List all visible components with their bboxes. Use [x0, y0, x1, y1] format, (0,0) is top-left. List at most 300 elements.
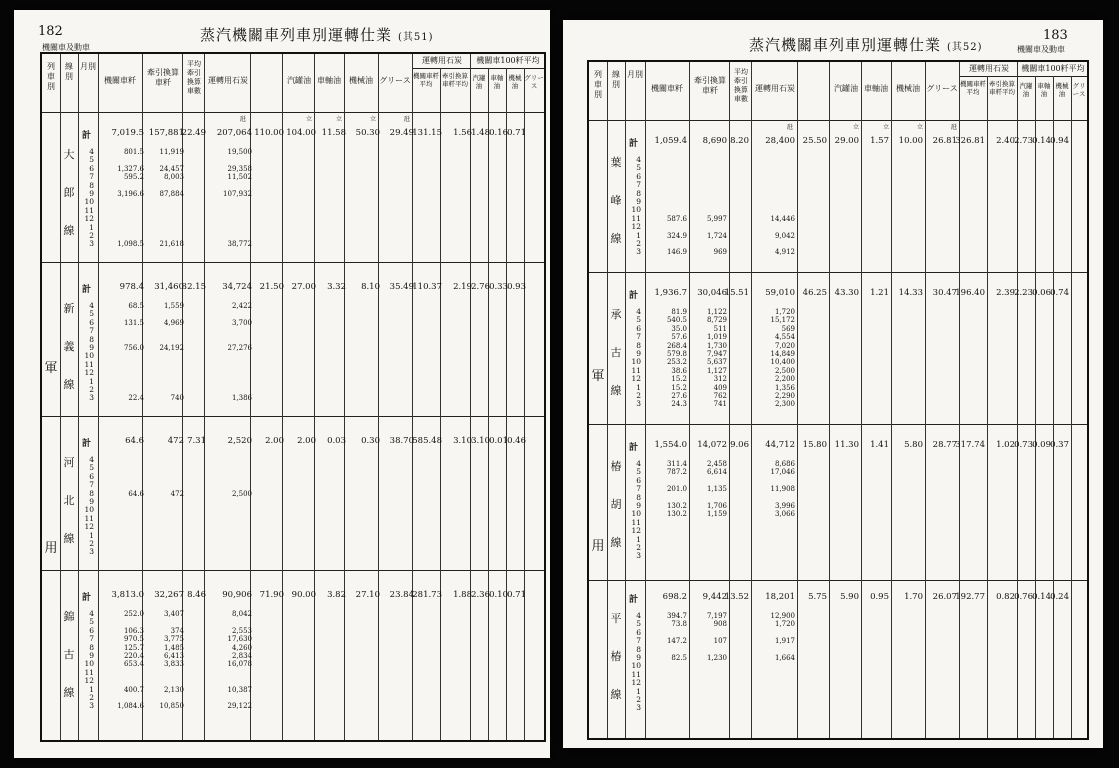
total-cell: 10.00: [898, 136, 923, 146]
monthly-cell: [171, 532, 184, 540]
total-cell: 15.80: [802, 440, 827, 450]
total-cell: 585.48: [412, 436, 442, 446]
monthly-cell: [667, 206, 687, 214]
monthly-column-coal: [771, 612, 796, 713]
total-label: 計: [82, 131, 92, 141]
monthly-cell: [124, 352, 144, 360]
monthly-cell: [160, 352, 185, 360]
monthly-cell: [771, 544, 796, 552]
total-cell: 698.2: [662, 592, 687, 602]
month-label: 4: [636, 459, 641, 468]
monthly-cell: 801.5: [123, 148, 144, 156]
monthly-column-hiki: [160, 610, 185, 711]
header-ressha: 列車別: [594, 70, 602, 99]
month-label: 4: [636, 155, 641, 164]
monthly-cell: [667, 662, 687, 670]
monthly-cell: 1,356: [774, 383, 795, 392]
total-cell: 207,064: [216, 128, 252, 138]
monthly-cell: [223, 232, 252, 240]
monthly-cell: 64.6: [128, 489, 144, 498]
group-label: 軍: [591, 369, 605, 384]
monthly-cell: 17,046: [770, 468, 795, 477]
total-cell: 472: [167, 436, 184, 446]
line-name: [62, 136, 76, 250]
monthly-cell: 35.0: [671, 324, 687, 333]
month-label: 3: [89, 393, 94, 403]
header-sub-a: 機關車粁平均: [413, 72, 439, 88]
unit-label: 立: [853, 124, 860, 131]
total-cell: 8,690: [702, 136, 727, 146]
month-label: 6: [89, 625, 94, 635]
monthly-cell: 73.8: [671, 620, 687, 629]
monthly-cell: 11,502: [227, 173, 252, 182]
monthly-cell: [667, 156, 687, 164]
monthly-cell: [707, 190, 727, 198]
total-cell: 978.4: [119, 282, 144, 292]
line-name-char: 線: [610, 536, 622, 549]
total-cell: 9.06: [730, 440, 749, 450]
header-kikai: 機械油: [349, 76, 373, 85]
header-sen: 線別: [612, 70, 620, 89]
right-page: [563, 20, 1103, 748]
monthly-cell: 12,900: [770, 612, 795, 620]
month-label: 11: [84, 359, 94, 369]
total-cell: 27.10: [355, 590, 380, 600]
monthly-column-hiki: [160, 302, 185, 403]
monthly-cell: 595.2: [123, 173, 144, 182]
monthly-cell: 27.6: [671, 392, 687, 401]
total-cell: 0.24: [1050, 592, 1069, 602]
month-label: 5: [89, 155, 94, 165]
monthly-cell: [228, 677, 253, 685]
monthly-cell: [771, 552, 796, 560]
total-cell: 0.76: [1014, 592, 1033, 602]
total-cell: 3.32: [327, 282, 346, 292]
monthly-cell: [232, 506, 252, 514]
month-label: 11: [631, 365, 641, 375]
total-cell: 196.40: [955, 288, 985, 298]
header-sub-d: 車軸油: [490, 74, 504, 90]
total-cell: 1.41: [870, 440, 889, 450]
month-label: 12: [84, 676, 94, 686]
monthly-cell: [128, 498, 144, 506]
monthly-cell: [667, 704, 687, 712]
monthly-cell: 147.2: [666, 637, 687, 646]
monthly-cell: 4,969: [163, 318, 184, 327]
month-label: 9: [636, 197, 641, 207]
month-label: 4: [636, 307, 641, 316]
line-name: [609, 144, 623, 258]
month-label: 2: [89, 231, 94, 241]
monthly-cell: 2,500: [774, 366, 795, 375]
monthly-cell: [160, 669, 185, 677]
monthly-cell: [128, 464, 144, 472]
monthly-cell: 131.5: [123, 318, 144, 327]
total-cell: 104.00: [286, 128, 316, 138]
monthly-cell: 29,358: [227, 164, 252, 173]
monthly-cell: 1,720: [774, 620, 795, 629]
monthly-cell: 81.9: [671, 308, 687, 316]
total-cell: 27.00: [291, 282, 316, 292]
month-label: 5: [89, 617, 94, 627]
monthly-column-hiki: [160, 148, 185, 249]
monthly-cell: 1,230: [706, 654, 727, 663]
total-cell: 1,059.4: [654, 136, 687, 146]
table-number: (其51): [398, 32, 434, 43]
monthly-cell: [667, 544, 687, 552]
total-cell: 5.80: [904, 440, 923, 450]
monthly-cell: [171, 523, 184, 531]
total-cell: 0.71: [507, 128, 526, 138]
monthly-cell: [771, 164, 796, 172]
total-cell: 1.56: [453, 128, 472, 138]
month-labels: [627, 460, 641, 561]
total-cell: 0.30: [361, 436, 380, 446]
total-cell: 64.6: [125, 436, 144, 446]
monthly-column-km: [117, 610, 144, 711]
monthly-cell: 2,422: [231, 302, 252, 310]
monthly-cell: 741: [713, 400, 727, 409]
monthly-cell: 579.8: [666, 350, 687, 359]
header-kikai: 機械油: [896, 84, 920, 93]
monthly-column-coal: [228, 610, 253, 711]
monthly-cell: [771, 527, 796, 535]
header-tsuki: 月別: [627, 70, 643, 79]
total-cell: 0.06: [1032, 288, 1051, 298]
total-cell: 25.50: [802, 136, 827, 146]
header-shajiku: 車軸油: [317, 76, 341, 85]
total-cell: 2.40: [996, 136, 1015, 146]
monthly-cell: [667, 240, 687, 248]
month-label: 7: [89, 480, 94, 490]
total-label: 計: [82, 285, 92, 295]
monthly-cell: [707, 223, 727, 231]
total-cell: 8.46: [187, 590, 206, 600]
monthly-cell: [128, 515, 144, 523]
monthly-column-hiki: [707, 612, 727, 713]
monthly-cell: [128, 456, 144, 464]
monthly-cell: [667, 688, 687, 696]
month-label: 11: [84, 205, 94, 215]
monthly-cell: 540.5: [666, 316, 687, 325]
page-title: [200, 24, 434, 45]
group-label: 用: [591, 539, 605, 554]
month-label: 3: [636, 703, 641, 713]
month-label: 8: [89, 488, 94, 498]
monthly-cell: [771, 206, 796, 214]
monthly-cell: [232, 548, 252, 556]
total-cell: 2.23: [1014, 288, 1033, 298]
month-label: 10: [631, 357, 641, 367]
header-coal: 運轉用石炭: [208, 76, 248, 85]
monthly-cell: [667, 477, 687, 485]
monthly-cell: 908: [713, 620, 727, 629]
monthly-cell: [707, 629, 727, 637]
monthly-cell: 1,135: [706, 485, 727, 494]
monthly-cell: [160, 198, 185, 206]
month-label: 2: [636, 543, 641, 553]
line-name-char: 河: [63, 456, 75, 469]
monthly-column-km: [667, 460, 687, 561]
monthly-cell: [117, 694, 144, 702]
monthly-cell: [707, 181, 727, 189]
total-cell: 0.95: [870, 592, 889, 602]
month-label: 10: [631, 205, 641, 215]
header-kikan-oil: 汽罐油: [834, 84, 858, 93]
monthly-cell: 2,553: [231, 626, 252, 635]
monthly-cell: [232, 540, 252, 548]
monthly-cell: 21,618: [159, 240, 184, 249]
month-label: 6: [89, 317, 94, 327]
month-label: 4: [89, 609, 94, 618]
total-cell: 3.10: [471, 436, 490, 446]
line-name-char: 線: [610, 384, 622, 397]
monthly-cell: 38,772: [227, 240, 252, 249]
monthly-cell: [228, 694, 253, 702]
monthly-cell: [128, 523, 144, 531]
monthly-cell: 1,917: [774, 637, 795, 646]
monthly-cell: 400.7: [123, 685, 144, 694]
total-cell: 9,442: [702, 592, 727, 602]
total-cell: 14.33: [898, 288, 923, 298]
group-label: 軍: [44, 361, 58, 376]
month-label: 12: [631, 374, 641, 384]
left-page: [14, 10, 550, 758]
monthly-cell: 14,446: [770, 214, 795, 223]
unit-label: 立: [306, 116, 313, 123]
total-cell: 192.77: [955, 592, 985, 602]
total-cell: 0.01: [489, 436, 508, 446]
header-sub-e: 機械油: [508, 74, 522, 90]
header-heikin: 平均牽引換算車數: [734, 68, 748, 103]
total-cell: 1.48: [471, 128, 490, 138]
month-label: 9: [636, 349, 641, 359]
total-cell: 0.14: [1032, 136, 1051, 146]
monthly-cell: [232, 523, 252, 531]
total-cell: 14,072: [697, 440, 727, 450]
monthly-cell: [228, 618, 253, 626]
monthly-cell: [667, 173, 687, 181]
monthly-cell: [667, 519, 687, 527]
total-cell: 26.07: [932, 592, 957, 602]
monthly-cell: 201.0: [666, 485, 687, 494]
monthly-cell: [160, 677, 185, 685]
monthly-cell: 16,078: [227, 660, 252, 669]
month-label: 2: [636, 239, 641, 249]
total-cell: 0.71: [507, 590, 526, 600]
monthly-cell: [160, 224, 185, 232]
monthly-cell: [707, 477, 727, 485]
total-cell: 131.15: [412, 128, 442, 138]
monthly-cell: [771, 173, 796, 181]
total-cell: 0.14: [1032, 592, 1051, 602]
month-label: 3: [89, 701, 94, 711]
monthly-cell: [771, 240, 796, 248]
data-table: [40, 52, 546, 742]
monthly-cell: [667, 527, 687, 535]
monthly-cell: [117, 224, 144, 232]
monthly-cell: 11,908: [770, 485, 795, 494]
total-label: 計: [629, 443, 639, 453]
header-sub-d: 車軸油: [1037, 82, 1051, 98]
total-cell: 30,046: [697, 288, 727, 298]
unit-label: 立: [370, 116, 377, 123]
total-cell: 2.73: [1014, 136, 1033, 146]
total-cell: 32.15: [181, 282, 206, 292]
month-label: 12: [84, 522, 94, 532]
monthly-cell: 1,664: [774, 654, 795, 663]
month-label: 7: [636, 180, 641, 190]
month-label: 8: [636, 340, 641, 350]
monthly-cell: 3,833: [163, 660, 184, 669]
monthly-cell: [128, 506, 144, 514]
total-cell: 7.31: [187, 436, 206, 446]
monthly-cell: [160, 369, 185, 377]
month-label: 3: [636, 247, 641, 257]
month-label: 4: [89, 455, 94, 464]
header-grease: グリース: [926, 84, 958, 93]
unit-label: 立: [917, 124, 924, 131]
month-label: 5: [636, 163, 641, 173]
monthly-cell: 5,997: [706, 214, 727, 223]
total-cell: 5.90: [840, 592, 859, 602]
monthly-cell: 587.6: [666, 214, 687, 223]
monthly-cell: [160, 310, 185, 318]
table-number: (其52): [947, 42, 983, 53]
month-label: 6: [636, 171, 641, 181]
monthly-cell: 312: [713, 375, 727, 384]
monthly-cell: 22.4: [128, 394, 144, 403]
monthly-cell: 252.0: [123, 610, 144, 618]
total-cell: 0.03: [327, 436, 346, 446]
monthly-cell: [223, 224, 252, 232]
monthly-cell: [707, 662, 727, 670]
header-coal-per: 運轉用石炭: [969, 64, 1009, 73]
monthly-cell: [128, 548, 144, 556]
monthly-cell: 57.6: [671, 333, 687, 342]
monthly-cell: [160, 232, 185, 240]
line-name-char: 新: [63, 302, 75, 315]
line-name: [62, 290, 76, 404]
monthly-cell: [117, 207, 144, 215]
monthly-cell: 394.7: [666, 612, 687, 620]
total-cell: 35.49: [389, 282, 414, 292]
total-cell: 29.00: [834, 136, 859, 146]
line-name-char: 古: [610, 346, 622, 359]
monthly-cell: 4,912: [774, 248, 795, 257]
monthly-cell: [771, 646, 796, 654]
total-cell: 26.81: [932, 136, 957, 146]
line-name-char: 古: [63, 648, 75, 661]
month-label: 9: [89, 497, 94, 507]
monthly-cell: [707, 240, 727, 248]
total-cell: 13.52: [724, 592, 749, 602]
page-header-sub: 機關車及動車: [42, 43, 90, 52]
monthly-cell: [667, 198, 687, 206]
total-label: 計: [629, 291, 639, 301]
monthly-cell: 1,159: [706, 510, 727, 519]
monthly-cell: [171, 540, 184, 548]
month-labels: [80, 610, 94, 711]
title-text: 蒸汽機關車列車別運轉仕業: [200, 26, 393, 44]
monthly-cell: [771, 198, 796, 206]
monthly-cell: [171, 473, 184, 481]
unit-label: 瓩: [404, 116, 411, 123]
monthly-cell: 8,003: [163, 173, 184, 182]
month-label: 11: [631, 213, 641, 223]
total-cell: 2.76: [471, 282, 490, 292]
monthly-cell: [771, 671, 796, 679]
line-name-char: 線: [610, 688, 622, 701]
monthly-cell: [223, 156, 252, 164]
header-kikan-oil: 汽罐油: [287, 76, 311, 85]
monthly-cell: [667, 646, 687, 654]
monthly-cell: [771, 704, 796, 712]
line-name-char: 郎: [63, 186, 75, 199]
month-label: 1: [89, 530, 94, 540]
total-cell: 3.10: [453, 436, 472, 446]
total-cell: 71.90: [259, 590, 284, 600]
monthly-cell: [228, 669, 253, 677]
header-sub-e: 機械油: [1055, 82, 1069, 98]
monthly-cell: [667, 679, 687, 687]
monthly-cell: [124, 369, 144, 377]
monthly-cell: [124, 310, 144, 318]
monthly-cell: [771, 536, 796, 544]
monthly-cell: 10,387: [227, 685, 252, 694]
total-cell: 1.21: [870, 288, 889, 298]
monthly-cell: 324.9: [666, 231, 687, 240]
total-cell: 90,906: [222, 590, 252, 600]
monthly-cell: [160, 207, 185, 215]
monthly-cell: [171, 548, 184, 556]
monthly-cell: [707, 519, 727, 527]
month-labels: [627, 612, 641, 713]
monthly-cell: 107: [713, 637, 727, 646]
monthly-cell: [171, 464, 184, 472]
page-header-sub: 機關車及動車: [1017, 45, 1065, 54]
total-cell: 1.02: [996, 440, 1015, 450]
monthly-column-hiki: [707, 308, 727, 409]
month-label: 12: [84, 368, 94, 378]
month-label: 4: [636, 611, 641, 620]
unit-label: 瓩: [951, 124, 958, 131]
monthly-cell: 3,775: [163, 635, 184, 644]
monthly-cell: [228, 369, 253, 377]
monthly-cell: 374: [170, 626, 184, 635]
monthly-column-coal: [232, 456, 252, 557]
month-label: 7: [89, 326, 94, 336]
monthly-cell: 146.9: [666, 248, 687, 257]
monthly-cell: 87,884: [159, 190, 184, 199]
monthly-cell: 1,730: [706, 341, 727, 350]
month-label: 6: [89, 471, 94, 481]
month-label: 11: [631, 517, 641, 527]
total-cell: 8.10: [361, 282, 380, 292]
monthly-cell: 15,172: [770, 316, 795, 325]
monthly-cell: [124, 378, 144, 386]
total-label: 計: [629, 139, 639, 149]
monthly-cell: 1,485: [163, 643, 184, 652]
monthly-cell: [117, 618, 144, 626]
total-cell: 1.70: [904, 592, 923, 602]
monthly-cell: 29,122: [227, 702, 252, 711]
monthly-cell: 2,300: [774, 400, 795, 409]
monthly-cell: [117, 232, 144, 240]
total-cell: 23.84: [389, 590, 414, 600]
monthly-cell: [232, 515, 252, 523]
monthly-cell: [232, 498, 252, 506]
